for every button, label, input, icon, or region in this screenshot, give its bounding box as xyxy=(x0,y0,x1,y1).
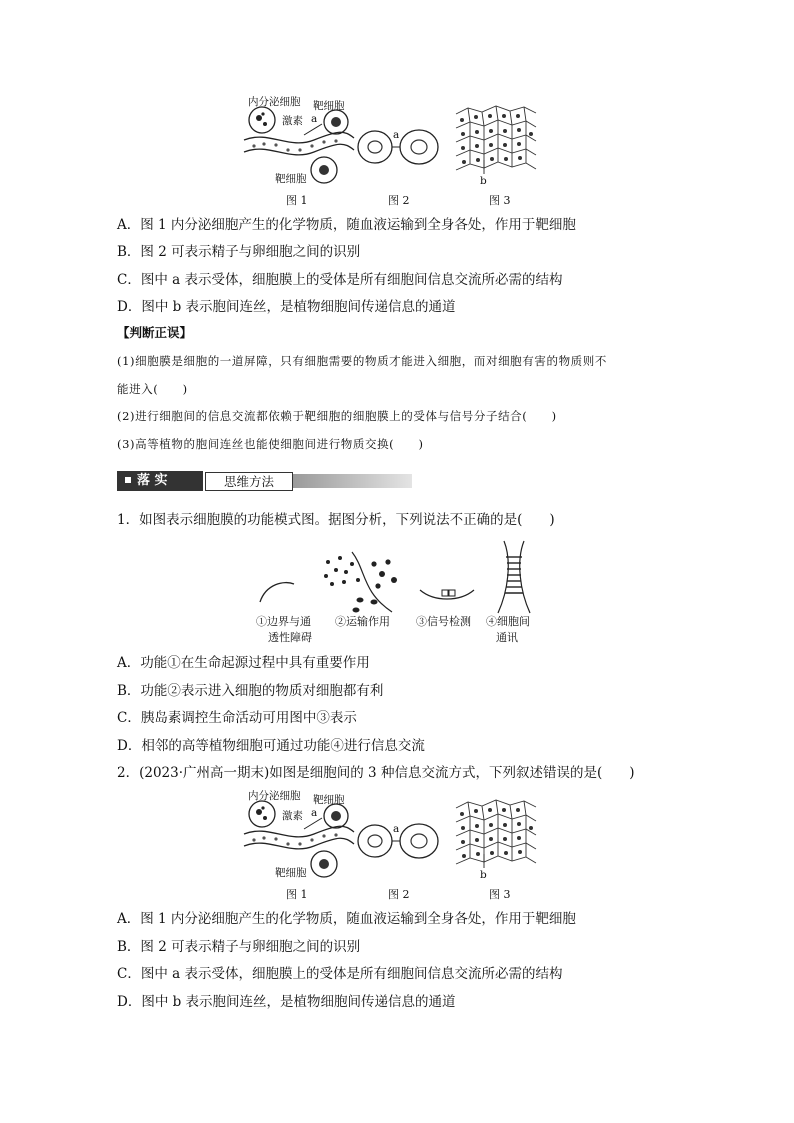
fig2-mark-a: a xyxy=(393,129,400,141)
q2-fig1-label-hormone: 激素 xyxy=(282,810,303,822)
q1-fig-caption-2: ②运输作用 xyxy=(335,615,390,628)
banner-main-label: 落 实 xyxy=(137,473,168,488)
q2-fig-caption-2: 图 2 xyxy=(388,888,410,901)
q1-stem: 1．如图表示细胞膜的功能模式图。据图分析，下列说法不正确的是( ) xyxy=(117,512,555,528)
q0-option-b: B．图 2 可表示精子与卵细胞之间的识别 xyxy=(117,244,361,260)
fig3-diagram xyxy=(456,104,536,176)
q1-fig-communication xyxy=(494,541,534,613)
q0-option-a: A．图 1 内分泌细胞产生的化学物质，随血液运输到全身各处，作用于靶细胞 xyxy=(117,217,576,233)
judge-statement-1a: (1)细胞膜是细胞的一道屏障，只有细胞需要的物质才能进入细胞，而对细胞有害的物质则不 xyxy=(117,354,607,368)
judge-statement-1b: 能进入( ) xyxy=(117,382,188,396)
q2-fig-caption-1: 图 1 xyxy=(286,888,308,901)
fig-top-caption-2: 图 2 xyxy=(388,194,410,207)
q1-fig-boundary xyxy=(258,578,298,604)
banner-main xyxy=(117,471,203,491)
q2-option-a: A．图 1 内分泌细胞产生的化学物质，随血液运输到全身各处，作用于靶细胞 xyxy=(117,911,576,927)
fig1-mark-a: a xyxy=(311,113,318,125)
q1-fig-caption-1b: 透性障碍 xyxy=(268,631,312,644)
q1-fig-signal xyxy=(420,582,476,604)
q2-fig1-mark-a: a xyxy=(311,807,318,819)
q2-fig2-mark-a: a xyxy=(393,823,400,835)
q1-fig-caption-3: ③信号检测 xyxy=(416,615,471,628)
q2-fig-caption-3: 图 3 xyxy=(489,888,511,901)
q2-option-d: D．图中 b 表示胞间连丝，是植物细胞间传递信息的通道 xyxy=(117,994,456,1010)
section-banner xyxy=(117,471,412,491)
judge-statement-2: (2)进行细胞间的信息交流都依赖于靶细胞的细胞膜上的受体与信号分子结合( ) xyxy=(117,409,557,423)
q1-fig-caption-4b: 通讯 xyxy=(496,631,518,644)
q1-option-a: A．功能①在生命起源过程中具有重要作用 xyxy=(117,655,370,671)
q2-stem: 2．(2023·广州高一期末)如图是细胞间的 3 种信息交流方式，下列叙述错误的是( ) xyxy=(117,765,635,781)
q1-fig-transport xyxy=(322,552,406,614)
fig1-label-hormone: 激素 xyxy=(282,115,303,127)
q2-option-c: C．图中 a 表示受体，细胞膜上的受体是所有细胞间信息交流所必需的结构 xyxy=(117,966,563,982)
q2-fig1-label-target-top: 靶细胞 xyxy=(313,794,345,806)
q1-option-c: C．胰岛素调控生命活动可用图中③表示 xyxy=(117,710,357,726)
q2-option-b: B．图 2 可表示精子与卵细胞之间的识别 xyxy=(117,939,361,955)
fig1-label-endocrine: 内分泌细胞 xyxy=(248,96,301,108)
q0-option-d: D．图中 b 表示胞间连丝，是植物细胞间传递信息的通道 xyxy=(117,299,456,315)
judge-title: 【判断正误】 xyxy=(117,325,193,340)
fig-top-caption-1: 图 1 xyxy=(286,194,308,207)
q0-option-c: C．图中 a 表示受体，细胞膜上的受体是所有细胞间信息交流所必需的结构 xyxy=(117,272,563,288)
fig-top-caption-3: 图 3 xyxy=(489,194,511,207)
q2-fig1-label-target-bottom: 靶细胞 xyxy=(275,867,307,879)
banner-sub: 思维方法 xyxy=(205,472,293,491)
square-icon xyxy=(125,477,131,483)
q1-option-d: D．相邻的高等植物细胞可通过功能④进行信息交流 xyxy=(117,738,425,754)
q1-fig-caption-4a: ④细胞间 xyxy=(486,615,530,628)
q2-fig3-diagram xyxy=(456,798,536,870)
q1-option-b: B．功能②表示进入细胞的物质对细胞都有利 xyxy=(117,683,384,699)
judge-statement-3: (3)高等植物的胞间连丝也能使细胞间进行物质交换( ) xyxy=(117,437,424,451)
q2-fig3-mark-b: b xyxy=(480,869,487,881)
q1-fig-caption-1a: ①边界与通 xyxy=(256,615,311,628)
q2-fig1-label-endocrine: 内分泌细胞 xyxy=(248,790,301,802)
fig3-mark-b: b xyxy=(480,175,487,187)
fig1-label-target-bottom: 靶细胞 xyxy=(275,173,307,185)
fig1-label-target-top: 靶细胞 xyxy=(313,100,345,112)
banner-fade-bar xyxy=(293,474,412,488)
